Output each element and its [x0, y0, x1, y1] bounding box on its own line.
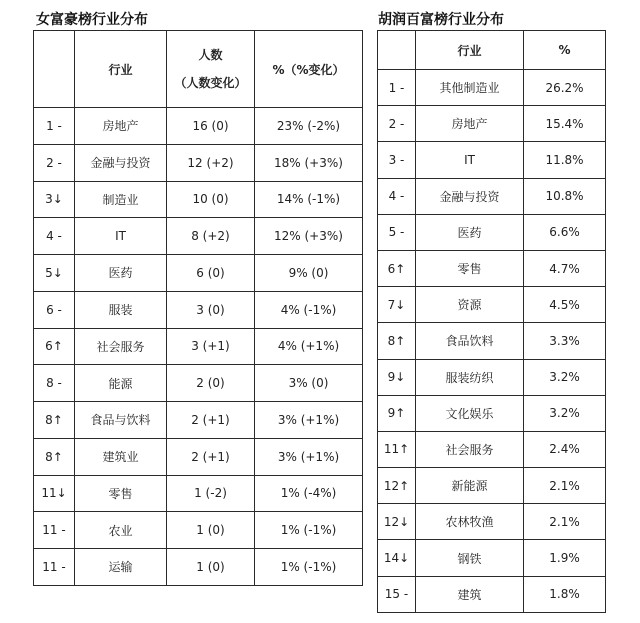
- cell-industry: 医药: [75, 255, 167, 292]
- header-count: [167, 31, 255, 108]
- cell-pct: 11.8%: [524, 142, 606, 178]
- cell-pct: 3.2%: [524, 359, 606, 395]
- cell-count: 1 (0): [167, 512, 255, 549]
- cell-pct: 3% (0): [255, 365, 363, 402]
- table-row: [34, 512, 363, 549]
- cell-pct: 18% (+3%): [255, 144, 363, 181]
- cell-pct: 3.3%: [524, 323, 606, 359]
- hurun-rich-list-industry-table: [377, 30, 606, 613]
- cell-industry: 零售: [75, 475, 167, 512]
- cell-rank: 1 -: [34, 108, 75, 145]
- cell-rank: 4 -: [34, 218, 75, 255]
- cell-industry: 资源: [416, 287, 524, 323]
- cell-pct: 4% (+1%): [255, 328, 363, 365]
- cell-pct: 1% (-4%): [255, 475, 363, 512]
- header-count-line1: 人数: [198, 48, 223, 62]
- cell-count: 8 (+2): [167, 218, 255, 255]
- table-row: [378, 250, 606, 286]
- cell-pct: 1.9%: [524, 540, 606, 576]
- table-row: [34, 438, 363, 475]
- cell-pct: 4% (-1%): [255, 291, 363, 328]
- cell-pct: 1% (-1%): [255, 512, 363, 549]
- cell-rank: 12↓: [378, 504, 416, 540]
- table-row: [378, 287, 606, 323]
- cell-industry: 金融与投资: [75, 144, 167, 181]
- cell-rank: 15 -: [378, 576, 416, 612]
- right-table-title: 胡润百富榜行业分布: [378, 12, 504, 28]
- cell-industry: 食品与饮料: [75, 402, 167, 439]
- table-row: [34, 328, 363, 365]
- cell-rank: 8↑: [378, 323, 416, 359]
- cell-pct: 2.4%: [524, 431, 606, 467]
- cell-industry: 房地产: [416, 106, 524, 142]
- cell-industry: 农业: [75, 512, 167, 549]
- table-row: [34, 218, 363, 255]
- cell-rank: 5↓: [34, 255, 75, 292]
- table-row: [34, 181, 363, 218]
- table-row: [34, 402, 363, 439]
- header-count-line2: （人数变化）: [174, 76, 247, 90]
- cell-industry: 服装: [75, 291, 167, 328]
- cell-industry: IT: [416, 142, 524, 178]
- cell-count: 6 (0): [167, 255, 255, 292]
- table-row: [34, 108, 363, 145]
- table-header-row: [378, 31, 606, 70]
- cell-industry: 能源: [75, 365, 167, 402]
- cell-industry: 运输: [75, 549, 167, 586]
- cell-rank: 8 -: [34, 365, 75, 402]
- cell-count: 2 (0): [167, 365, 255, 402]
- cell-pct: 2.1%: [524, 468, 606, 504]
- cell-industry: 文化娱乐: [416, 395, 524, 431]
- cell-industry: 零售: [416, 250, 524, 286]
- header-industry: 行业: [416, 31, 524, 70]
- cell-rank: 9↓: [378, 359, 416, 395]
- cell-pct: 2.1%: [524, 504, 606, 540]
- table-row: [34, 144, 363, 181]
- cell-count: 10 (0): [167, 181, 255, 218]
- table-row: [34, 291, 363, 328]
- cell-industry: 金融与投资: [416, 178, 524, 214]
- cell-count: 2 (+1): [167, 402, 255, 439]
- cell-industry: 社会服务: [416, 431, 524, 467]
- cell-count: 2 (+1): [167, 438, 255, 475]
- table-row: [378, 395, 606, 431]
- cell-count: 12 (+2): [167, 144, 255, 181]
- cell-rank: 4 -: [378, 178, 416, 214]
- cell-pct: 4.5%: [524, 287, 606, 323]
- header-pct: %（%变化）: [255, 31, 363, 108]
- cell-rank: 8↑: [34, 402, 75, 439]
- cell-pct: 12% (+3%): [255, 218, 363, 255]
- table-header-row: [34, 31, 363, 108]
- table-row: [378, 576, 606, 612]
- cell-rank: 2 -: [378, 106, 416, 142]
- cell-industry: 新能源: [416, 468, 524, 504]
- cell-pct: 3% (+1%): [255, 402, 363, 439]
- table-row: [378, 540, 606, 576]
- table-row: [378, 214, 606, 250]
- cell-pct: 14% (-1%): [255, 181, 363, 218]
- table-row: [378, 359, 606, 395]
- table-row: [34, 549, 363, 586]
- cell-rank: 5 -: [378, 214, 416, 250]
- cell-industry: 社会服务: [75, 328, 167, 365]
- cell-count: 1 (-2): [167, 475, 255, 512]
- cell-count: 16 (0): [167, 108, 255, 145]
- left-table-title: 女富豪榜行业分布: [36, 12, 148, 28]
- female-rich-list-industry-table: [33, 30, 363, 586]
- table-row: [378, 106, 606, 142]
- cell-rank: 11 -: [34, 549, 75, 586]
- header-rank: [34, 31, 75, 108]
- cell-pct: 26.2%: [524, 70, 606, 106]
- cell-rank: 6↑: [34, 328, 75, 365]
- cell-industry: 钢铁: [416, 540, 524, 576]
- table-row: [378, 323, 606, 359]
- cell-rank: 8↑: [34, 438, 75, 475]
- cell-rank: 7↓: [378, 287, 416, 323]
- cell-industry: 食品饮料: [416, 323, 524, 359]
- cell-industry: IT: [75, 218, 167, 255]
- header-pct: %: [524, 31, 606, 70]
- cell-rank: 6↑: [378, 250, 416, 286]
- table-row: [378, 504, 606, 540]
- cell-pct: 1% (-1%): [255, 549, 363, 586]
- cell-pct: 1.8%: [524, 576, 606, 612]
- cell-pct: 23% (-2%): [255, 108, 363, 145]
- cell-industry: 服装纺织: [416, 359, 524, 395]
- cell-industry: 其他制造业: [416, 70, 524, 106]
- cell-industry: 医药: [416, 214, 524, 250]
- table-row: [378, 142, 606, 178]
- header-industry: 行业: [75, 31, 167, 108]
- cell-industry: 农林牧渔: [416, 504, 524, 540]
- cell-rank: 6 -: [34, 291, 75, 328]
- table-row: [378, 70, 606, 106]
- cell-rank: 1 -: [378, 70, 416, 106]
- table-row: [378, 431, 606, 467]
- cell-pct: 3% (+1%): [255, 438, 363, 475]
- cell-industry: 房地产: [75, 108, 167, 145]
- cell-rank: 3↓: [34, 181, 75, 218]
- table-row: [34, 365, 363, 402]
- cell-rank: 11↓: [34, 475, 75, 512]
- table-row: [378, 178, 606, 214]
- cell-pct: 9% (0): [255, 255, 363, 292]
- cell-count: 3 (+1): [167, 328, 255, 365]
- cell-industry: 建筑: [416, 576, 524, 612]
- header-rank: [378, 31, 416, 70]
- cell-rank: 14↓: [378, 540, 416, 576]
- cell-rank: 12↑: [378, 468, 416, 504]
- cell-pct: 15.4%: [524, 106, 606, 142]
- cell-rank: 9↑: [378, 395, 416, 431]
- cell-rank: 11 -: [34, 512, 75, 549]
- cell-industry: 制造业: [75, 181, 167, 218]
- cell-rank: 11↑: [378, 431, 416, 467]
- cell-count: 1 (0): [167, 549, 255, 586]
- cell-pct: 4.7%: [524, 250, 606, 286]
- cell-pct: 6.6%: [524, 214, 606, 250]
- table-row: [34, 255, 363, 292]
- cell-industry: 建筑业: [75, 438, 167, 475]
- cell-pct: 10.8%: [524, 178, 606, 214]
- table-row: [378, 468, 606, 504]
- cell-pct: 3.2%: [524, 395, 606, 431]
- table-row: [34, 475, 363, 512]
- cell-rank: 2 -: [34, 144, 75, 181]
- cell-count: 3 (0): [167, 291, 255, 328]
- cell-rank: 3 -: [378, 142, 416, 178]
